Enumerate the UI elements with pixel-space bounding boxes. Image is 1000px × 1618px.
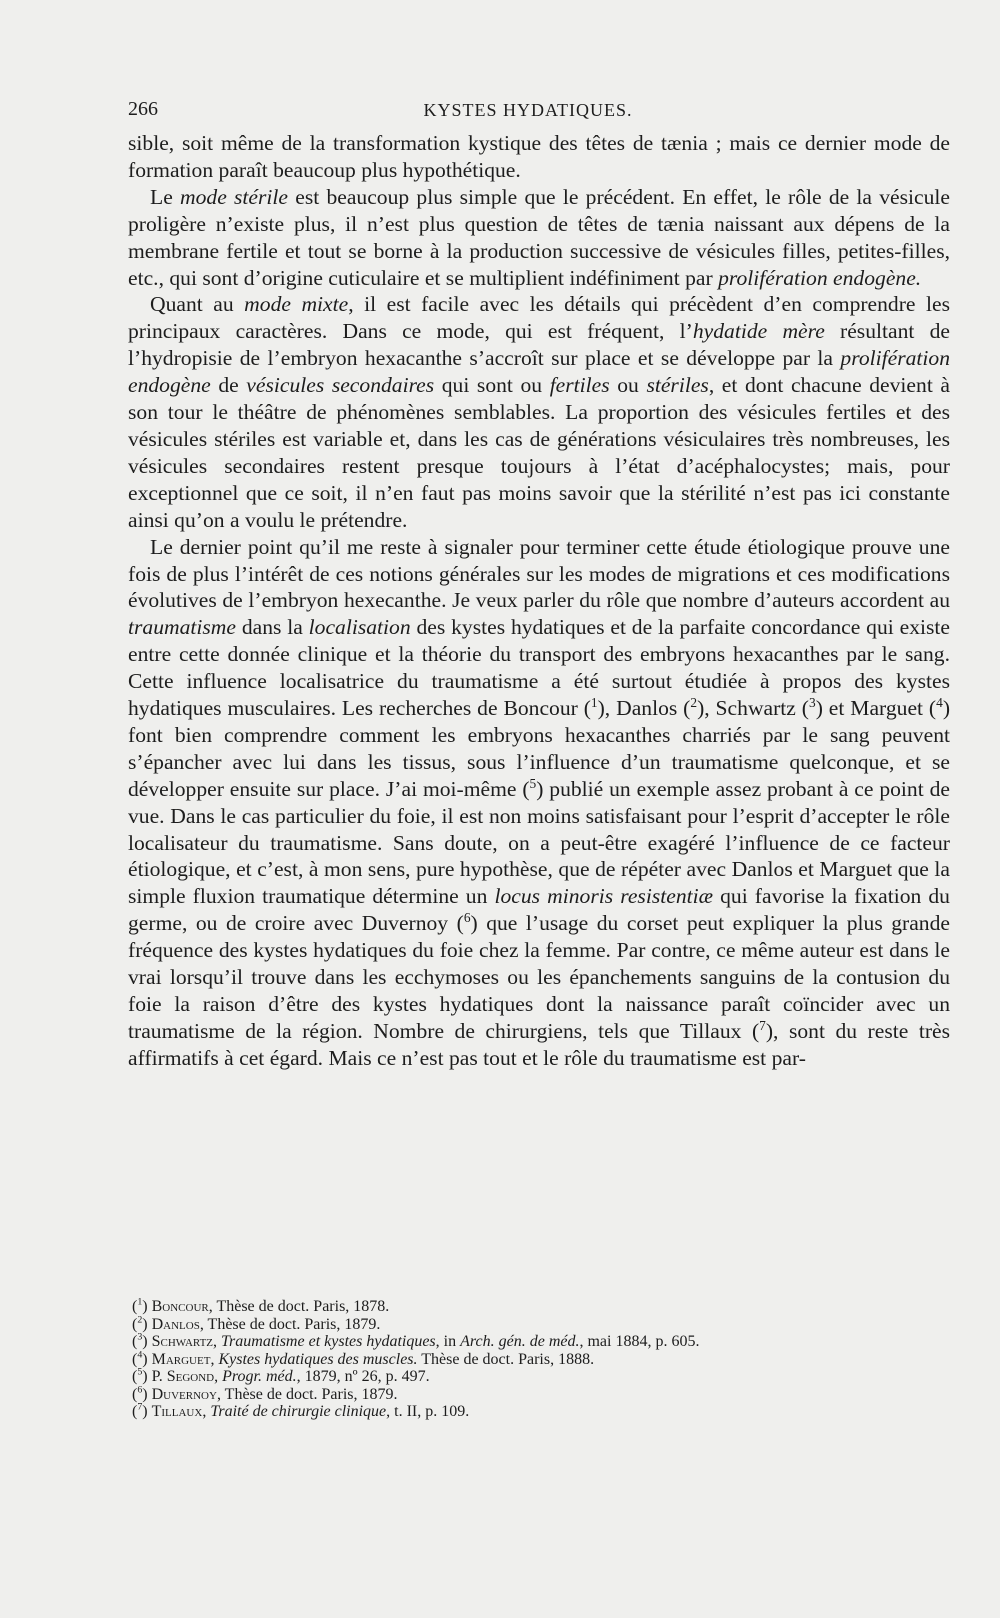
text-run: ( [132, 1298, 138, 1315]
text-run: qui sont ou [434, 373, 550, 398]
text-run: ( [132, 1315, 138, 1333]
footnote [132, 1298, 952, 1316]
footnotes [132, 1298, 952, 1421]
text-run: est beaucoup plus simple que le précédent. En effet, le rôle de la vésicule proligère n’existe plus, il n’est plus question de têtes de tænia naissant aux dépens de la membrane fertile et tout se borne à la production successive de vésicules filles, petites-filles, etc., qui sont d’origine cuticulaire et se multiplient indéfiniment par [128, 184, 950, 290]
footnote [132, 1386, 952, 1404]
text-run: ( [132, 1350, 138, 1368]
running-title: KYSTES HYDATIQUES. [423, 100, 633, 120]
italic-text: Progr. méd. [222, 1368, 297, 1385]
paragraph [128, 291, 950, 533]
text-run: ) que l’usage du corset peut expliquer la plus grande fréquence des kystes hydatiques du foie chez la femme. Par contre, ce même auteur est dans le vrai lorsqu’il trouve dans les ecchymoses ou les épanchements sanguins de la contusion du foie la raison d’être des kystes hydatiques dont la naissance paraît coïncider avec un traumatisme de la région. Nombre de chirurgiens, tels que Tillaux ( [128, 911, 950, 1043]
body-text [128, 130, 950, 1072]
text-run: des kystes hydatiques et de la parfaite concordance qui existe entre cette donnée clinique et la théorie du transport des embryons hexacanthes par le sang. Cette influence localisatrice du traumatisme a été surtout étudiée à propos des kystes hydatiques musculaires. Les recherches de Boncour ( [128, 615, 950, 721]
footnote-ref: 4 [936, 694, 943, 710]
footnote-ref: 6 [463, 910, 471, 926]
text-run: ) [142, 1350, 152, 1368]
italic-text: Arch. gén. de méd. [460, 1333, 580, 1350]
text-run: ( [132, 1368, 138, 1385]
page-header [128, 98, 928, 128]
text-run: ou [609, 373, 647, 398]
footnote-ref: 1 [137, 1296, 143, 1308]
footnote-ref: 5 [529, 775, 537, 791]
text-run: ), Danlos ( [597, 696, 691, 721]
italic-text: hydatide mère [692, 319, 825, 344]
author-name: Boncour [151, 1298, 209, 1315]
footnote [132, 1403, 952, 1421]
text-run: ) [142, 1403, 152, 1420]
italic-text: prolifération endogène. [718, 265, 922, 290]
italic-text: prolifération endogène [128, 346, 950, 398]
text-run: sible, soit même de la transformation kystique des têtes de tænia ; mais ce dernier mode de formation paraît beaucoup plus hypothétique. [128, 131, 950, 182]
text-run: dans la [235, 615, 309, 640]
text-run: ) [142, 1315, 152, 1333]
footnote [132, 1316, 952, 1334]
text-run: Le dernier point qu’il me reste à signaler pour terminer cette étude étiologique prouve une fois de plus l’intérêt de ces notions générales sur les modes de migrations et ces modifications évolutives de l’embryon hexecanthe. Je veux parler du rôle que nombre d’auteurs accordent au [128, 534, 950, 613]
text-run: ), sont du reste très affirmatifs à cet égard. Mais ce n’est pas tout et le rôle du traumatisme est par- [128, 1018, 950, 1070]
text-run: , t. II, p. 109. [386, 1403, 470, 1420]
text-run: , et dont chacune devient à son tour le théâtre de phénomènes semblables. La proportion des vésicules fertiles et des vésicules stériles est variable et, dans les cas de générations vésiculaires très nombreuses, les vésicules secondaires restent presque toujours à l’état d’acéphalocystes; mais, pour exceptionnel que ce soit, il n’en faut pas moins savoir que la stérilité n’est pas ici constante ainsi qu’on a voulu le prétendre. [128, 373, 950, 532]
author-name: Tillaux [151, 1403, 203, 1420]
text-run: ), Schwartz ( [697, 696, 809, 721]
author-name: Duvernoy [151, 1385, 217, 1403]
text-run: ) font bien comprendre comment les embryons hexacanthes charriés par le sang peuvent s’épancher avec lui dans les tissus, sous l’influence d’un traumatisme quelconque, et se développer ensuite sur place. J’ai moi-même ( [128, 696, 951, 801]
italic-text: vésicules secondaires [246, 373, 435, 398]
text-run: qui favorise la fixation du germe, ou de croire avec Duvernoy ( [128, 884, 950, 936]
text-run: ) [142, 1333, 152, 1350]
text-run: Le [150, 184, 181, 209]
italic-text: fertiles [549, 373, 610, 398]
text-run: ( [132, 1385, 138, 1403]
italic-text: locus minoris resistentiæ [494, 884, 714, 909]
author-name: Marguet [151, 1350, 211, 1368]
text-run: résultant de l’hydropisie de l’embryon hexacanthe s’accroît sur place et se développe par la [128, 319, 950, 371]
text-run: Thèse de doct. Paris, 1888. [417, 1350, 595, 1368]
italic-text: Kystes hydatiques des muscles. [218, 1350, 418, 1368]
footnote-ref: 7 [137, 1401, 143, 1413]
text-run: ) [142, 1298, 152, 1315]
italic-text: mode mixte [244, 292, 349, 317]
footnote [132, 1368, 952, 1386]
italic-text: stériles [646, 373, 709, 398]
footnote-ref: 2 [690, 694, 698, 710]
footnote-ref: 5 [137, 1366, 143, 1378]
text-run: ( [132, 1333, 138, 1350]
author-name: Schwartz [151, 1333, 214, 1350]
text-run: , il est facile avec les détails qui précèdent d’en comprendre les principaux caractères. Dans ce mode, qui est fréquent, l’ [128, 292, 950, 344]
text-run: Quant au [150, 292, 245, 317]
footnote-ref: 3 [809, 694, 816, 710]
text-run: ) [142, 1385, 152, 1403]
text-run: ( [132, 1403, 138, 1420]
text-run: , [202, 1403, 211, 1420]
text-run: ) et Marguet ( [815, 696, 937, 721]
italic-text: mode stérile [180, 184, 288, 209]
footnote-ref: 3 [137, 1331, 143, 1343]
italic-text: traumatisme [128, 615, 236, 640]
text-run: de [210, 373, 247, 398]
paragraph [128, 184, 950, 292]
text-run: , Thèse de doct. Paris, 1878. [208, 1298, 390, 1315]
footnote-ref: 1 [590, 694, 598, 710]
text-run: , [214, 1368, 223, 1385]
footnote-ref: 4 [137, 1349, 143, 1361]
text-run: , Thèse de doct. Paris, 1879. [199, 1315, 381, 1333]
footnote-ref: 2 [137, 1314, 143, 1326]
paragraph [128, 130, 950, 184]
text-run: , in [435, 1333, 461, 1350]
italic-text: Traité de chirurgie clinique [210, 1403, 387, 1420]
author-name: Danlos [151, 1315, 200, 1333]
italic-text: localisation [308, 615, 411, 640]
text-run: , Thèse de doct. Paris, 1879. [216, 1385, 398, 1403]
page-number: 266 [128, 98, 158, 120]
text-run: , [213, 1333, 222, 1350]
text-run: , 1879, nº 26, p. 497. [296, 1368, 430, 1385]
text-run: ) publié un exemple assez probant à ce point de vue. Dans le cas particulier du foie, il est non moins satisfaisant pour l’esprit d’accepter le rôle localisateur du traumatisme. Sans doute, on a peut-être exagéré l’influence de ce facteur étiologique, et c’est, à mon sens, pure hypothèse, que de répéter avec Danlos et Marguet que la simple fluxion traumatique détermine un [128, 776, 950, 909]
italic-text: Traumatisme et kystes hydatiques [221, 1333, 436, 1350]
paragraph [128, 534, 950, 1072]
text-run: ) [142, 1368, 152, 1385]
footnote-ref: 7 [759, 1017, 766, 1033]
footnote [132, 1333, 952, 1351]
text-run: , mai 1884, p. 605. [579, 1333, 700, 1350]
footnote [132, 1351, 952, 1369]
footnote-ref: 6 [137, 1384, 143, 1396]
text-run: , [210, 1350, 219, 1368]
author-name: P. Segond [151, 1368, 215, 1385]
